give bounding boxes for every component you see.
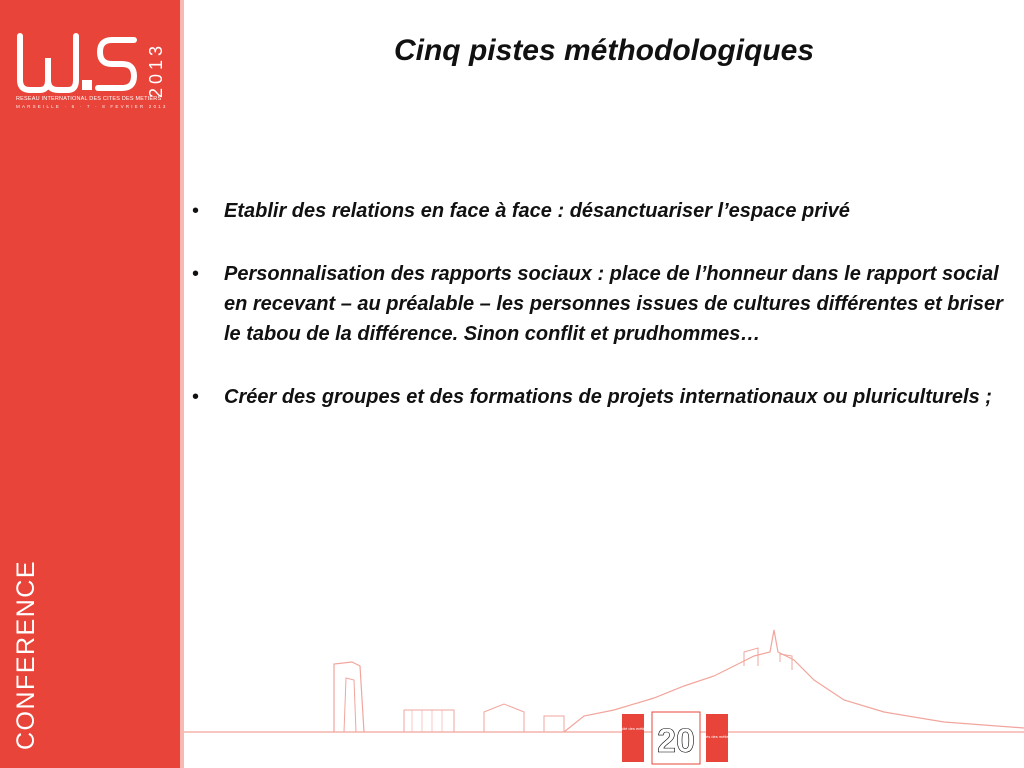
bullet-item — [188, 196, 1016, 226]
bullet-text: Etablir des relations en face à face : désanctuariser l’espace privé — [224, 200, 850, 222]
bullet-dot-icon: • — [192, 200, 200, 222]
anniversary-20-badge — [652, 712, 700, 764]
logo-year — [140, 18, 170, 108]
sidebar — [0, 0, 184, 768]
badge-center-text: 20 — [657, 722, 695, 760]
bullet-dot-icon: • — [192, 263, 200, 285]
logo-tagline: RESEAU INTERNATIONAL DES CITES DES METIERS — [16, 96, 162, 102]
bullet-item — [188, 259, 1016, 349]
bullet-item — [188, 382, 1016, 412]
cite-des-metiers-badge-left — [617, 714, 649, 762]
bullet-dot-icon: • — [192, 386, 200, 408]
logo-subline: MARSEILLE · 6 · 7 · 8 FEVRIER 2013 — [16, 104, 168, 109]
cite-des-metiers-badge-right — [702, 714, 732, 762]
marseille-skyline-illustration — [184, 600, 1024, 768]
badge-left-text: la cité des métiers — [616, 726, 650, 731]
bullet-text: Personnalisation des rapports sociaux : place de l’honneur dans le rapport social en recevant – au préalable – les personnes issues de cultures différentes et briser le tabou de la différence. Sinon conflit et prudhommes… — [224, 263, 1003, 345]
conference-label: CONFERENCE — [12, 559, 40, 750]
bullet-list — [188, 196, 1016, 445]
badge-right-text: cités des métiers — [701, 734, 733, 739]
bullet-text: Créer des groupes et des formations de projets internationaux ou pluriculturels ; — [224, 386, 992, 408]
slide-title: Cinq pistes méthodologiques — [393, 34, 814, 67]
logo-year-text: 2013 — [146, 41, 166, 98]
